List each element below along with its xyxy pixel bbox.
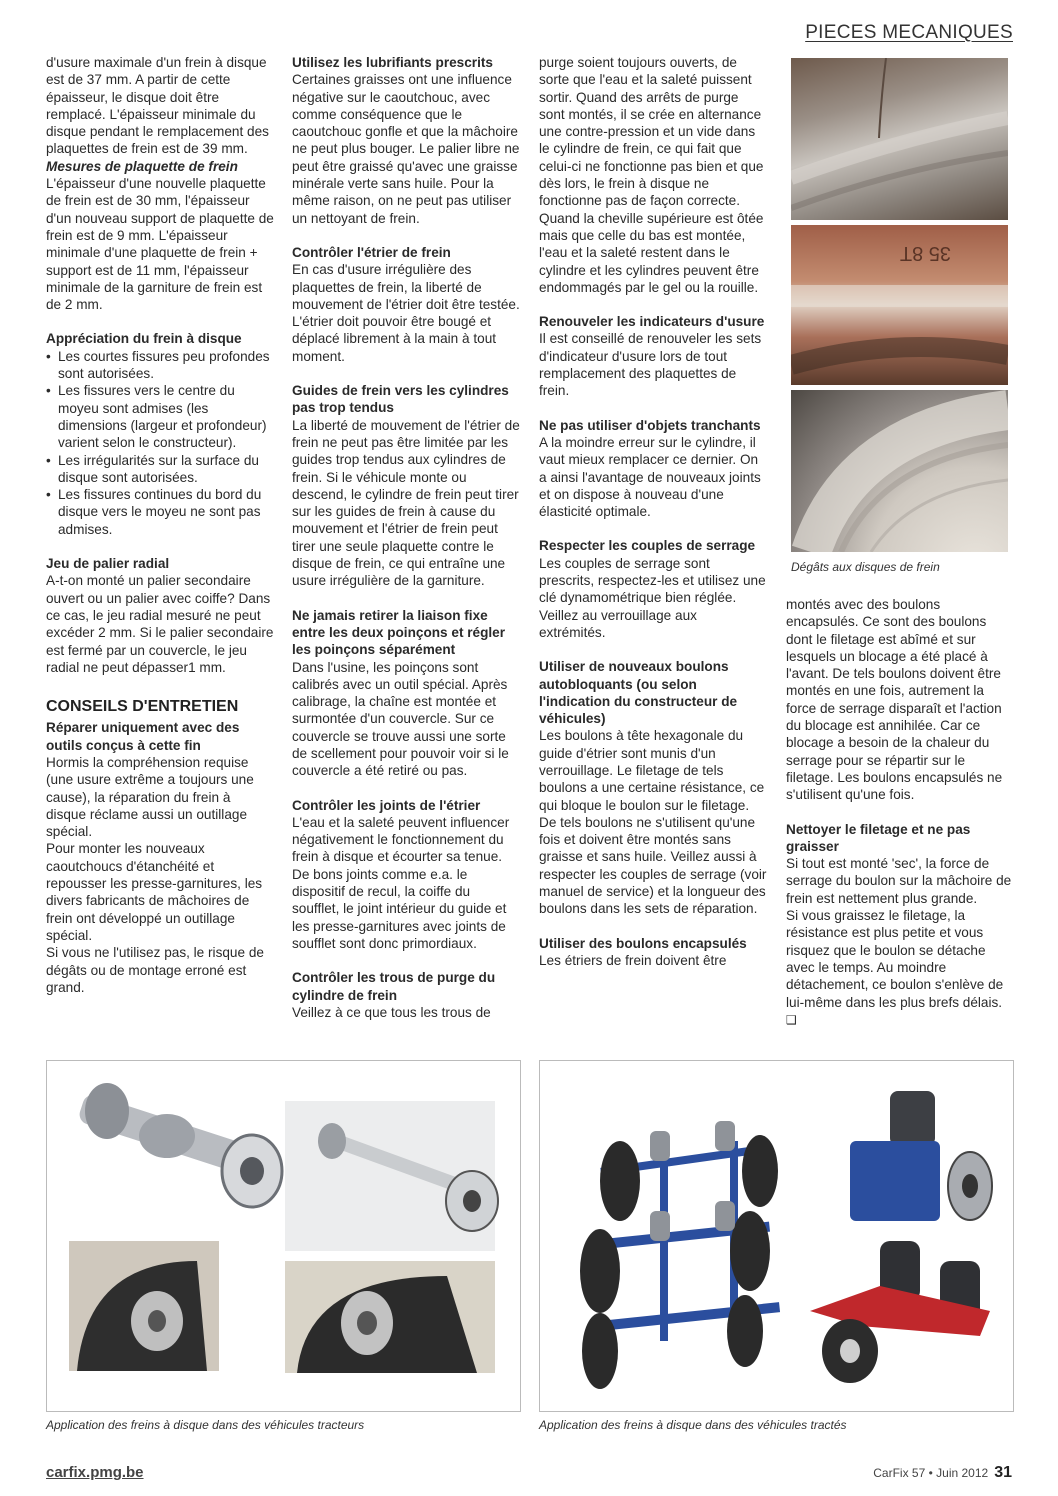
subheading: Ne pas utiliser d'objets tranchants <box>539 417 761 433</box>
paragraph: Veillez à ce que tous les trous de <box>292 1004 491 1020</box>
subheading: Réparer uniquement avec des outils conçus à cette fin <box>46 720 240 753</box>
paragraph: L'épaisseur d'une nouvelle plaquette de frein est de 30 mm, l'épaisseur d'un nouveau support de plaquette de frein est de 9 mm. L'épaisseur minimale d'une plaquette de frein + support est de 11 mm, l'épaisseur minimale de la garniture de frein est de 2 mm. <box>46 176 274 313</box>
subheading: Respecter les couples de serrage <box>539 538 756 554</box>
section-title: PIECES MECANIQUES <box>805 22 1013 43</box>
column-2 <box>292 54 520 1021</box>
subheading: Utiliser des boulons encapsulés <box>539 935 747 951</box>
paragraph: Les couples de serrage sont prescrits, respectez-les et utilisez une clé dynamométrique bien réglée. Veillez au verrouillage aux extrémités. <box>539 555 766 640</box>
end-mark-icon: ❑ <box>786 1012 797 1027</box>
paragraph: Si vous ne l'utilisez pas, le risque de dégâts ou de montage erroné est grand. <box>46 945 264 995</box>
page-number: 31 <box>994 1464 1012 1481</box>
subheading: Nettoyer le filetage et ne pas graisser <box>786 821 971 854</box>
issue-label: CarFix 57 • Juin 2012 <box>873 1466 989 1480</box>
trailer-applications-figure <box>539 1060 1014 1412</box>
disc-damage-photo-1 <box>791 58 1008 220</box>
paragraph: L'eau et la saleté peuvent influencer négativement le fonctionnement du frein à disque et écourter sa tenue. De bons joints comme e.a. le dispositif de recul, la coiffe du soufflet, le joint intérieur du guide et les presse-garnitures avec joints de soufflet sont donc primordiaux. <box>292 814 510 951</box>
paragraph: En cas d'usure irrégulière des plaquettes de frein, la liberté de mouvement de l'étrier doit être testée. L'étrier doit pouvoir être bougé et déplacé librement à la main à tout moment. <box>292 262 520 364</box>
paragraph: montés avec des boulons encapsulés. Ce sont des boulons dont le filetage est abîmé et sur lesquels un blocage a été placé à l'avant. De tels boulons doivent être montés en une fois, autrement la force de serrage disparaît et l'action du blocage est annihilée. Car ce blocage a besoin de la chaleur du serrage pour se répartir sur le filetage. Les boulons encapsulés ne s'utilisent qu'une fois. <box>786 597 1003 803</box>
paragraph: Les boulons à tête hexagonale du guide d'étrier sont munis d'un verrouillage. Le filetage de tels boulons a une certaine résistance, ce qui bloque le boulon sur le filetage. De tels boulons ne s'utilisent qu'une fois et doivent être montés sans graisse et sans huile. Veillez aussi à respecter les couples de serrage (voir manuel de service) et la longueur des boulons dans les sets de réparation. <box>539 728 767 917</box>
subheading: Appréciation du frein à disque <box>46 331 242 347</box>
tractor-applications-figure <box>46 1060 521 1412</box>
footer-site-link[interactable]: carfix.pmg.be <box>46 1464 144 1481</box>
drive-axle-image <box>77 1083 282 1207</box>
paragraph: Certaines graisses ont une influence négative sur le caoutchouc, avec comme conséquence que le caoutchouc gonfle et que la mâchoire ne peut plus bouger. Le palier libre ne peut être graissé qu'avec une graisse minérale verte sans huile. Pour la même raison, on ne peut pas utiliser un nettoyant de frein. <box>292 72 520 226</box>
paragraph: Les étriers de frein doivent être <box>539 952 727 968</box>
paragraph: A la moindre erreur sur le cylindre, il vaut mieux remplacer ce dernier. On a ainsi l'avantage de nouveaux joints et on dispose à nouveau d'une élasticité optimale. <box>539 434 761 520</box>
column-3 <box>539 54 767 969</box>
subheading: Contrôler les trous de purge du cylindre de frein <box>292 970 496 1003</box>
list-item: • Les courtes fissures peu profondes sont autorisées. <box>46 348 274 383</box>
paragraph: Pour monter les nouveaux caoutchoucs d'étanchéité et repousser les presse-garnitures, les divers fabricants de mâchoires de frein ont développé un outillage spécial. <box>46 841 263 943</box>
suspension-unit-image <box>810 1241 990 1383</box>
list-item: • Les fissures vers le centre du moyeu sont admises (les dimensions (largeur et profondeur) varient selon le constructeur). <box>46 382 274 451</box>
column-1 <box>46 54 274 996</box>
svg-text:35 8T: 35 8T <box>899 242 951 264</box>
subheading: Utilisez les lubrifiants prescrits <box>292 55 493 70</box>
paragraph: Dans l'usine, les poinçons sont calibrés avec un outil spécial. Après calibrage, la chaîne est montée et surmontée d'un couvercle. Sur ce couvercle se trouve aussi une sorte de scellement pour pouvoir voir si le couvercle a été retiré ou pas. <box>292 659 509 779</box>
paragraph: d'usure maximale d'un frein à disque est de 37 mm. A partir de cette épaisseur, le disque doit être remplacé. L'épaisseur minimale du disque pendant le remplacement des plaquettes de frein est de 39 mm. <box>46 55 269 157</box>
subheading: Contrôler les joints de l'étrier <box>292 797 481 813</box>
list-item: • Les fissures continues du bord du disque vers le moyeu ne sont pas admises. <box>46 486 274 538</box>
paragraph: Il est conseillé de renouveler les sets d'indicateur d'usure lors de tout remplacement des plaquettes de frein. <box>539 331 762 399</box>
disc-damage-photo-3 <box>791 390 1008 552</box>
wheel-arch-photo-2 <box>285 1261 495 1373</box>
caption-tractors: Application des freins à disque dans des véhicules tracteurs <box>46 1418 365 1432</box>
column-4 <box>786 596 1014 1029</box>
subheading: Jeu de palier radial <box>46 556 170 572</box>
front-axle-image <box>285 1101 498 1251</box>
subheading: Contrôler l'étrier de frein <box>292 244 451 260</box>
paragraph-text: Si vous graissez le filetage, la résistance est plus petite et vous risquez que le boulon se détache avec le temps. Au moindre détachement, ce boulon s'enlève de lui-même dans les plus brefs délais. <box>786 908 1004 1010</box>
caption-trailers: Application des freins à disque dans des véhicules tractés <box>539 1418 847 1432</box>
footer-issue <box>873 1464 1012 1482</box>
subheading: Ne jamais retirer la liaison fixe entre les deux poinçons et régler les poinçons séparément <box>292 607 506 658</box>
disc-brake-unit-image <box>850 1091 992 1221</box>
caption-disc-damage: Dégâts aux disques de frein <box>791 560 940 574</box>
paragraph <box>786 907 1014 1029</box>
paragraph: Si tout est monté 'sec', la force de serrage du boulon sur la mâchoire de frein est nettement plus grande. <box>786 856 1012 906</box>
bullet-list <box>46 348 274 538</box>
section-heading: CONSEILS D'ENTRETIEN <box>46 698 239 716</box>
wheel-arch-photo-1 <box>69 1241 219 1371</box>
trailer-axle-set-image <box>580 1121 780 1389</box>
paragraph: Hormis la compréhension requise (une usure extrême a toujours une cause), la réparation du frein à disque réclame aussi un outillage spécial. <box>46 754 254 840</box>
paragraph: A-t-on monté un palier secondaire ouvert ou un palier avec coiffe? Dans ce cas, le jeu radial mesuré ne peut excéder 2 mm. Si le palier secondaire est fermé par un couvercle, le jeu radial ne peut dépasser1 mm. <box>46 573 274 675</box>
subheading: Mesures de plaquette de frein <box>46 158 238 174</box>
subheading: Renouveler les indicateurs d'usure <box>539 314 765 330</box>
subheading: Guides de frein vers les cylindres pas trop tendus <box>292 383 509 416</box>
paragraph: purge soient toujours ouverts, de sorte que l'eau et la saleté puissent sortir. Quand des arrêts de purge sont montés, il se crée en alternance une contre-pression et un vide dans le cylindre de frein, ce qui fait que celui-ci ne fonctionne pas bien et que dès lors, le frein à disque ne fonctionne pas de façon correcte. Quand la cheville supérieure est ôtée mais que celle du bas est montée, l'eau et la saleté restent dans le cylindre et les cylindres peuvent être endommagés par le gel ou la rouille. <box>539 55 764 295</box>
disc-damage-photo-2 <box>791 225 1008 385</box>
subheading: Utiliser de nouveaux boulons autobloquants (ou selon l'indication du constructeur de véhicules) <box>539 659 738 727</box>
list-item: • Les irrégularités sur la surface du disque sont autorisées. <box>46 452 274 487</box>
paragraph: La liberté de mouvement de l'étrier de frein ne peut pas être limitée par les guides trop tendus aux cylindres de frein. Si le véhicule monte ou descend, le cylindre de frein peut tirer sur les guides de frein à cause du mouvement et l'étrier de frein peut tirer une seule plaquette contre le disque de frein, ce qui entraîne une usure irrégulière de la garniture. <box>292 417 520 589</box>
